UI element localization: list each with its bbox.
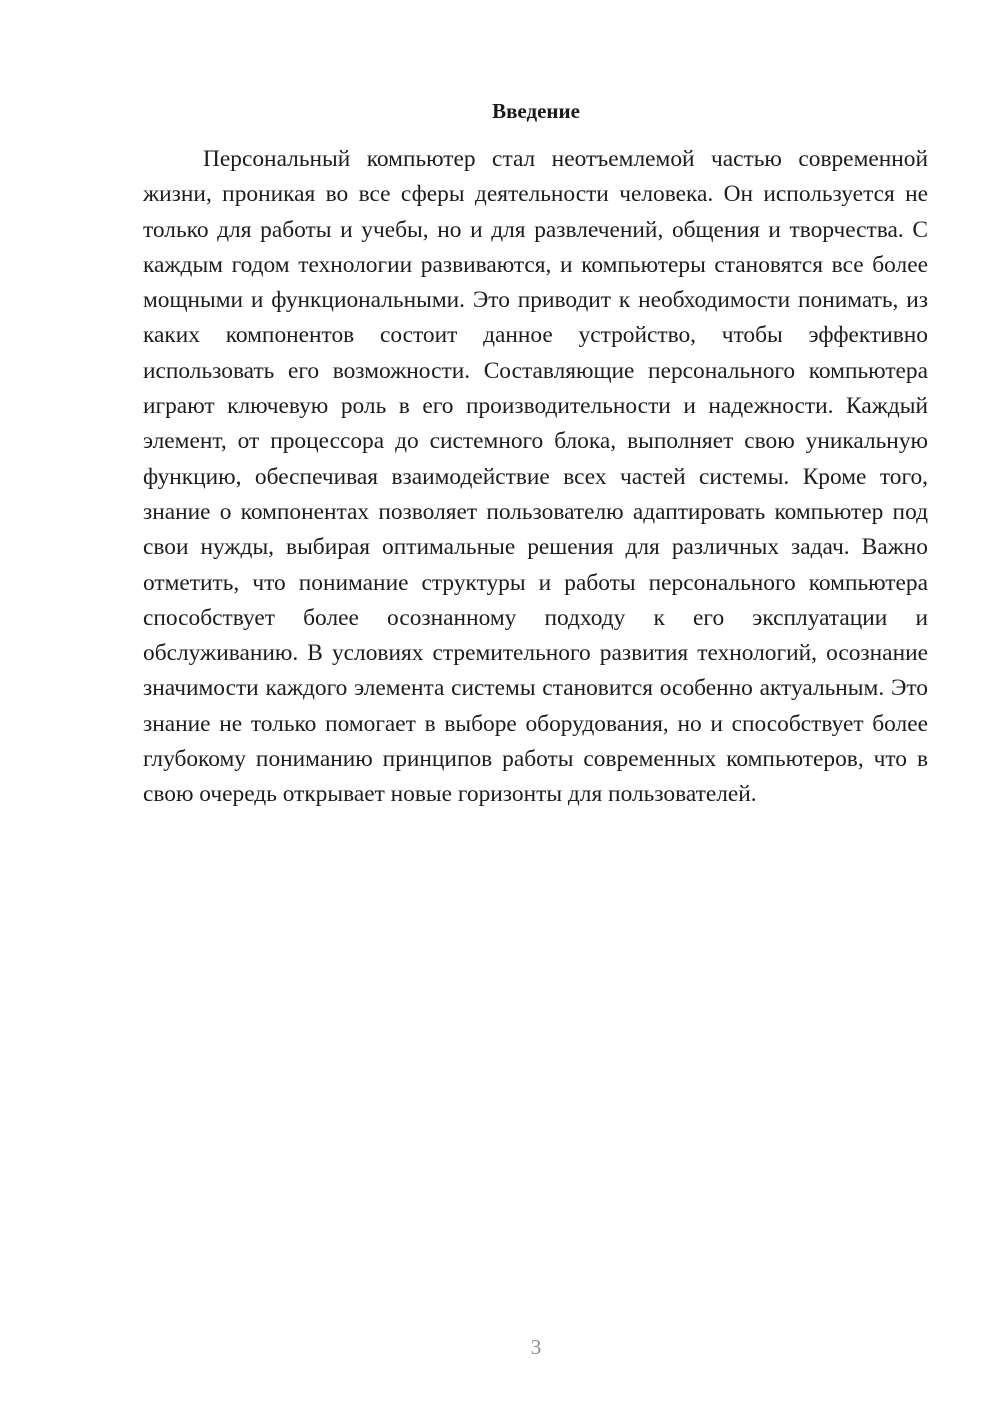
- page-number: 3: [530, 1335, 542, 1359]
- section-heading: Введение: [492, 99, 580, 123]
- body-paragraph: Персональный компьютер стал неотъемлемой частью современной жизни, проникая во все сферы деятельности человека. Он используется не только для работы и учебы, но и для развлечений, общения и творчества. С каждым годом технологии развиваются, и компьютеры становятся все более мощными и функциональными. Это приводит к необходимости понимать, из каких компонентов состоит данное устройство, чтобы эффективно использовать его возможности. Составляющие персонального компьютера играют ключевую роль в его производительности и надежности. Каждый элемент, от процессора до системного блока, выполняет свою уникальную функцию, обеспечивая взаимодействие всех частей системы. Кроме того, знание о компонентах позволяет пользователю адаптировать компьютер под свои нужды, выбирая оптимальные решения для различных задач. Важно отметить, что понимание структуры и работы персонального компьютера способствует более осознанному подходу к его эксплуатации и обслуживанию. В условиях стремительного развития технологий, осознание значимости каждого элемента системы становится особенно актуальным. Это знание не только помогает в выборе оборудования, но и способствует более глубокому пониманию принципов работы современных компьютеров, что в свою очередь открывает новые горизонты для пользователей.: [143, 146, 928, 808]
